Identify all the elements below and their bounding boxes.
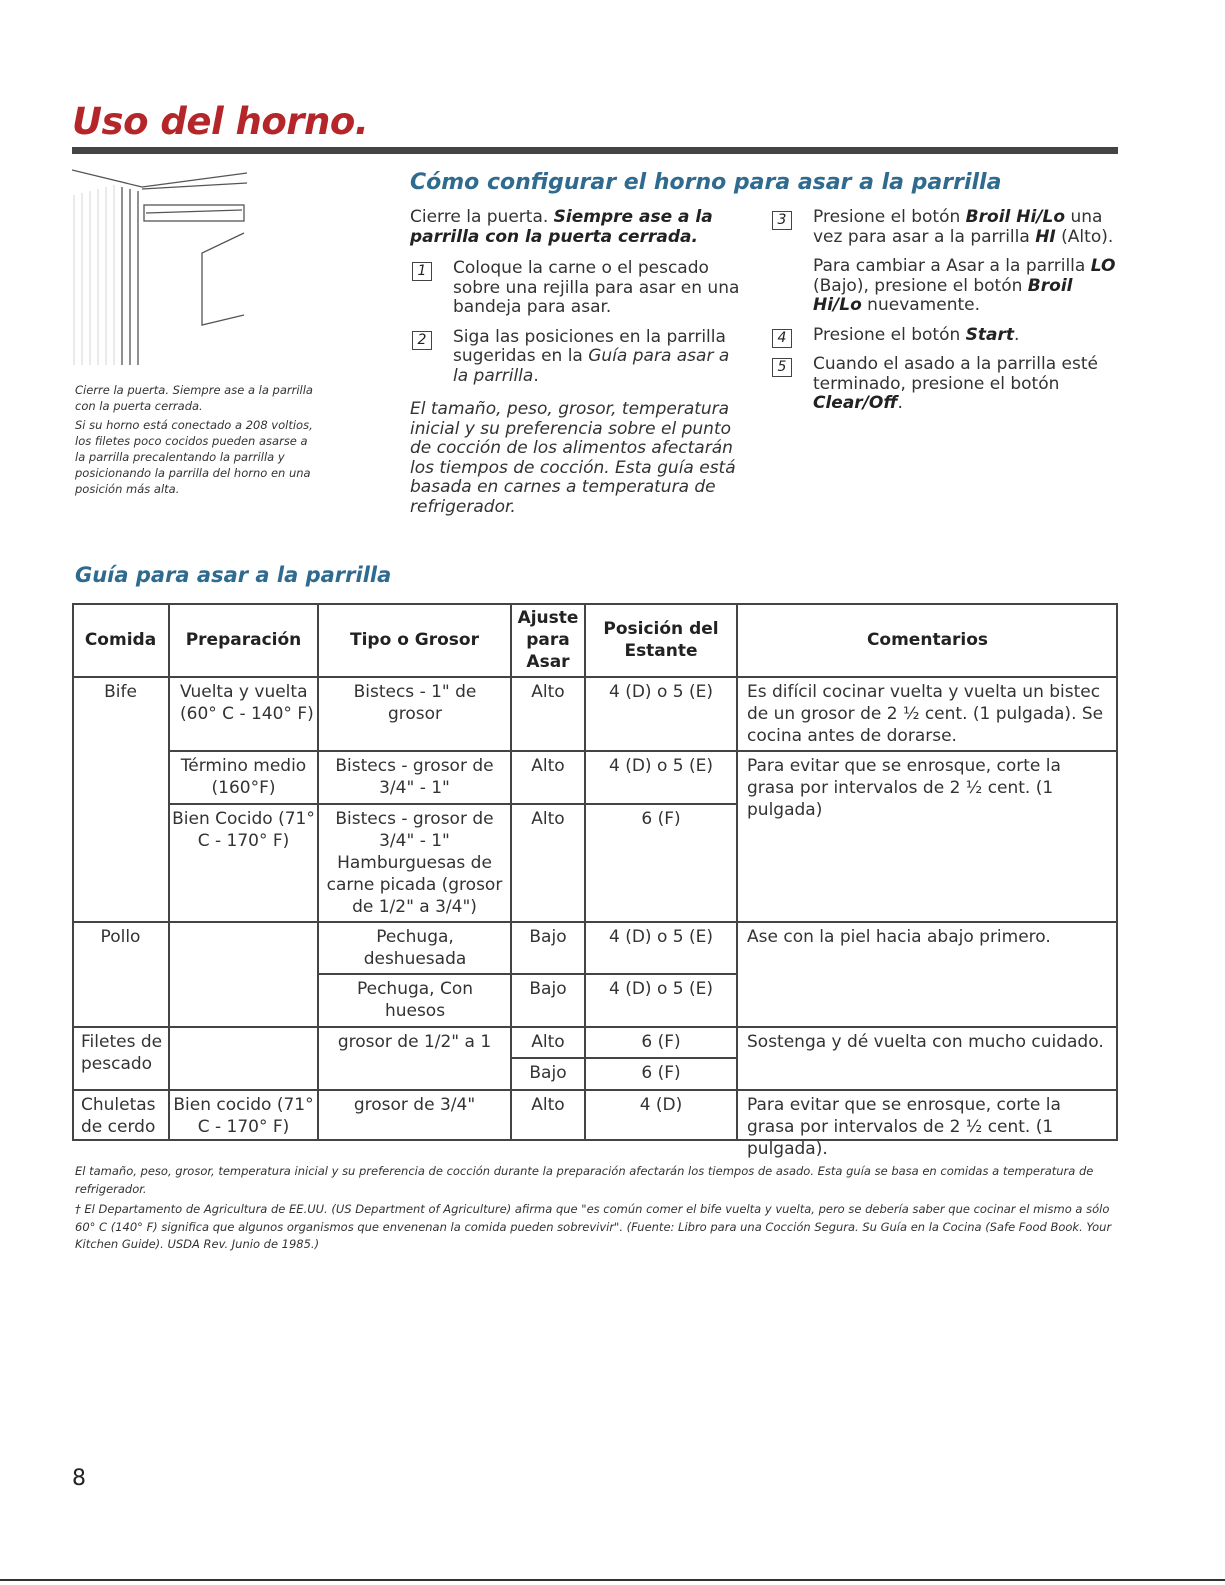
page-title: Uso del horno. bbox=[72, 100, 369, 143]
step-5-text: Cuando el asado a la parrilla esté terminado, presione el botón bbox=[813, 354, 1098, 394]
step-3-end: (Alto). bbox=[1055, 226, 1114, 247]
prep-vuelta: Vuelta y vuelta (60° C - 140° F) bbox=[180, 682, 314, 724]
prep-cocido: Bien Cocido (71° C - 170° F) bbox=[172, 809, 315, 851]
comment-3: Ase con la piel hacia abajo primero. bbox=[747, 927, 1051, 947]
step-number-box: 3 bbox=[772, 211, 792, 230]
ajuste-1: Alto bbox=[531, 682, 565, 702]
prep-medio: Término medio (160°F) bbox=[180, 756, 307, 798]
footnotes bbox=[75, 1163, 1120, 1257]
step-3b-end: nuevamente. bbox=[861, 295, 980, 315]
pos-7: 6 (F) bbox=[641, 1063, 681, 1083]
step-1 bbox=[410, 259, 745, 318]
tipo-grosor-chuletas: grosor de 3/4" bbox=[353, 1095, 476, 1115]
header-comentarios: Comentarios bbox=[866, 630, 989, 650]
lo-label: LO bbox=[1090, 256, 1116, 276]
step-2-text: Siga las posiciones en la parrilla sugeridas en la bbox=[453, 326, 726, 366]
broil-button-label: Broil Hi/Lo bbox=[965, 207, 1066, 227]
step-number-box: 4 bbox=[772, 329, 792, 348]
pos-6: 6 (F) bbox=[641, 1032, 681, 1052]
start-button-label: Start bbox=[965, 324, 1015, 345]
step-3-continued bbox=[770, 257, 1120, 316]
step-1-text: Coloque la carne o el pescado sobre una rejilla para asar en una bandeja para asar. bbox=[453, 258, 740, 317]
ajuste-2: Alto bbox=[531, 756, 565, 776]
ajuste-5: Bajo bbox=[529, 979, 567, 999]
ajuste-7: Bajo bbox=[529, 1063, 567, 1083]
header-tipo-grosor: Tipo o Grosor bbox=[350, 630, 479, 650]
footnote-1: El tamaño, peso, grosor, temperatura inicial y su preferencia de cocción durante la preparación afectarán los tiempos de asado. Esta guía se basa en comidas a temperatura de refrigerador. bbox=[75, 1164, 1094, 1196]
header-preparacion: Preparación bbox=[185, 630, 302, 650]
illustration-caption bbox=[75, 382, 320, 500]
intro-plain: Cierre la puerta. bbox=[410, 207, 554, 227]
step-5 bbox=[770, 355, 1120, 414]
oven-door-illustration bbox=[72, 165, 252, 370]
step-3-text: Presione el botón bbox=[813, 207, 966, 227]
page-number: 8 bbox=[72, 1466, 86, 1491]
caption-line-2: Si su horno está conectado a 208 voltios, los filetes poco cocidos pueden asarse a la parrilla precalentando la parrilla y posicionando la parrilla del horno en una posición más alta. bbox=[75, 418, 313, 496]
tipo-bistecs-3: Bistecs - grosor de 3/4" - 1" Hamburguesas de carne picada (grosor de 1/2" a 3/4") bbox=[326, 809, 503, 917]
food-bife: Bife bbox=[104, 682, 137, 702]
tipo-bistecs-2: Bistecs - grosor de 3/4" - 1" bbox=[335, 756, 494, 798]
broil-guide-heading: Guía para asar a la parrilla bbox=[75, 563, 392, 587]
pos-8: 4 (D) bbox=[639, 1095, 683, 1115]
header-ajuste: Ajuste para Asar bbox=[517, 608, 579, 672]
pos-5: 4 (D) o 5 (E) bbox=[608, 979, 713, 999]
ajuste-8: Alto bbox=[531, 1095, 565, 1115]
guide-reference: Guía para asar a la parrilla bbox=[453, 346, 730, 386]
step-3 bbox=[770, 208, 1120, 247]
step-number-box: 5 bbox=[772, 358, 792, 377]
step-4-text: Presione el botón bbox=[813, 324, 966, 345]
comment-5: Para evitar que se enrosque, corte la grasa por intervalos de 2 ½ cent. (1 pulgada). bbox=[747, 1095, 1061, 1159]
header-comida: Comida bbox=[84, 630, 157, 650]
cooking-time-note: El tamaño, peso, grosor, temperatura inicial y su preferencia sobre el punto de cocción de los alimentos afectarán los tiempos de cocción. Esta guía está basada en carnes a temperatura de refrigerador. bbox=[410, 399, 736, 517]
step-number-box: 2 bbox=[412, 331, 432, 350]
ajuste-4: Bajo bbox=[529, 927, 567, 947]
comment-4: Sostenga y dé vuelta con mucho cuidado. bbox=[747, 1032, 1104, 1052]
step-3b-text: Para cambiar a Asar a la parrilla bbox=[813, 256, 1091, 276]
tipo-grosor-filetes: grosor de 1/2" a 1 bbox=[337, 1032, 492, 1052]
title-rule bbox=[72, 147, 1118, 154]
caption-line-1: Cierre la puerta. Siempre ase a la parrilla con la puerta cerrada. bbox=[75, 383, 313, 413]
broil-button-label: Broil Hi/Lo bbox=[813, 275, 1073, 315]
footnote-2: † El Departamento de Agricultura de EE.UU. (US Department of Agriculture) afirma que "es común comer el bife vuelta y vuelta, pero se debería saber que cocinar el mismo a sólo 60° C (140° F) significa que algunos organismos que envenenan la comida pueden sobrevivir". (Fuente: Libro para una Cocción Segura. Su Guía en la Cocina (Safe Food Book. Your Kitchen Guide). USDA Rev. Junio de 1985.) bbox=[75, 1202, 1112, 1251]
food-pollo: Pollo bbox=[100, 927, 141, 947]
pos-1: 4 (D) o 5 (E) bbox=[608, 682, 713, 702]
instructions-column-2 bbox=[770, 208, 1120, 424]
step-3-mid: una vez para asar a la parrilla bbox=[813, 207, 1103, 247]
hi-label: HI bbox=[1035, 226, 1056, 247]
header-posicion: Posición del Estante bbox=[603, 619, 719, 661]
instructions-column-1 bbox=[410, 208, 745, 517]
step-5-end: . bbox=[897, 393, 903, 413]
step-3b-mid: (Bajo), presione el botón bbox=[813, 275, 1028, 296]
step-2-end: . bbox=[533, 365, 539, 386]
page-bottom-border bbox=[0, 1579, 1225, 1581]
food-chuletas: Chuletas de cerdo bbox=[81, 1095, 156, 1137]
step-4 bbox=[770, 326, 1120, 346]
pos-3: 6 (F) bbox=[641, 809, 681, 829]
prep-chuletas: Bien cocido (71° C - 170° F) bbox=[173, 1095, 314, 1137]
pos-2: 4 (D) o 5 (E) bbox=[608, 756, 713, 776]
comment-2: Para evitar que se enrosque, corte la grasa por intervalos de 2 ½ cent. (1 pulgada) bbox=[747, 756, 1061, 820]
ajuste-3: Alto bbox=[531, 809, 565, 829]
pos-4: 4 (D) o 5 (E) bbox=[608, 927, 713, 947]
tipo-pechuga-deshuesada: Pechuga, deshuesada bbox=[363, 927, 467, 969]
intro-bold: Siempre ase a la parrilla con la puerta cerrada. bbox=[410, 207, 713, 247]
intro-text bbox=[410, 208, 745, 247]
clear-off-button-label: Clear/Off bbox=[813, 393, 898, 413]
ajuste-6: Alto bbox=[531, 1032, 565, 1052]
howto-heading: Cómo configurar el horno para asar a la parrilla bbox=[410, 170, 1002, 195]
tipo-pechuga-huesos: Pechuga, Con huesos bbox=[356, 979, 474, 1021]
comment-1: Es difícil cocinar vuelta y vuelta un bistec de un grosor de 2 ½ cent. (1 pulgada). Se cocina antes de dorarse. bbox=[747, 682, 1104, 746]
step-number-box: 1 bbox=[412, 262, 432, 281]
food-filetes: Filetes de pescado bbox=[81, 1032, 163, 1074]
tipo-bistecs-1: Bistecs - 1" de grosor bbox=[353, 682, 477, 724]
broil-guide-table bbox=[72, 603, 1118, 1159]
step-4-end: . bbox=[1014, 324, 1020, 345]
step-2 bbox=[410, 328, 745, 387]
